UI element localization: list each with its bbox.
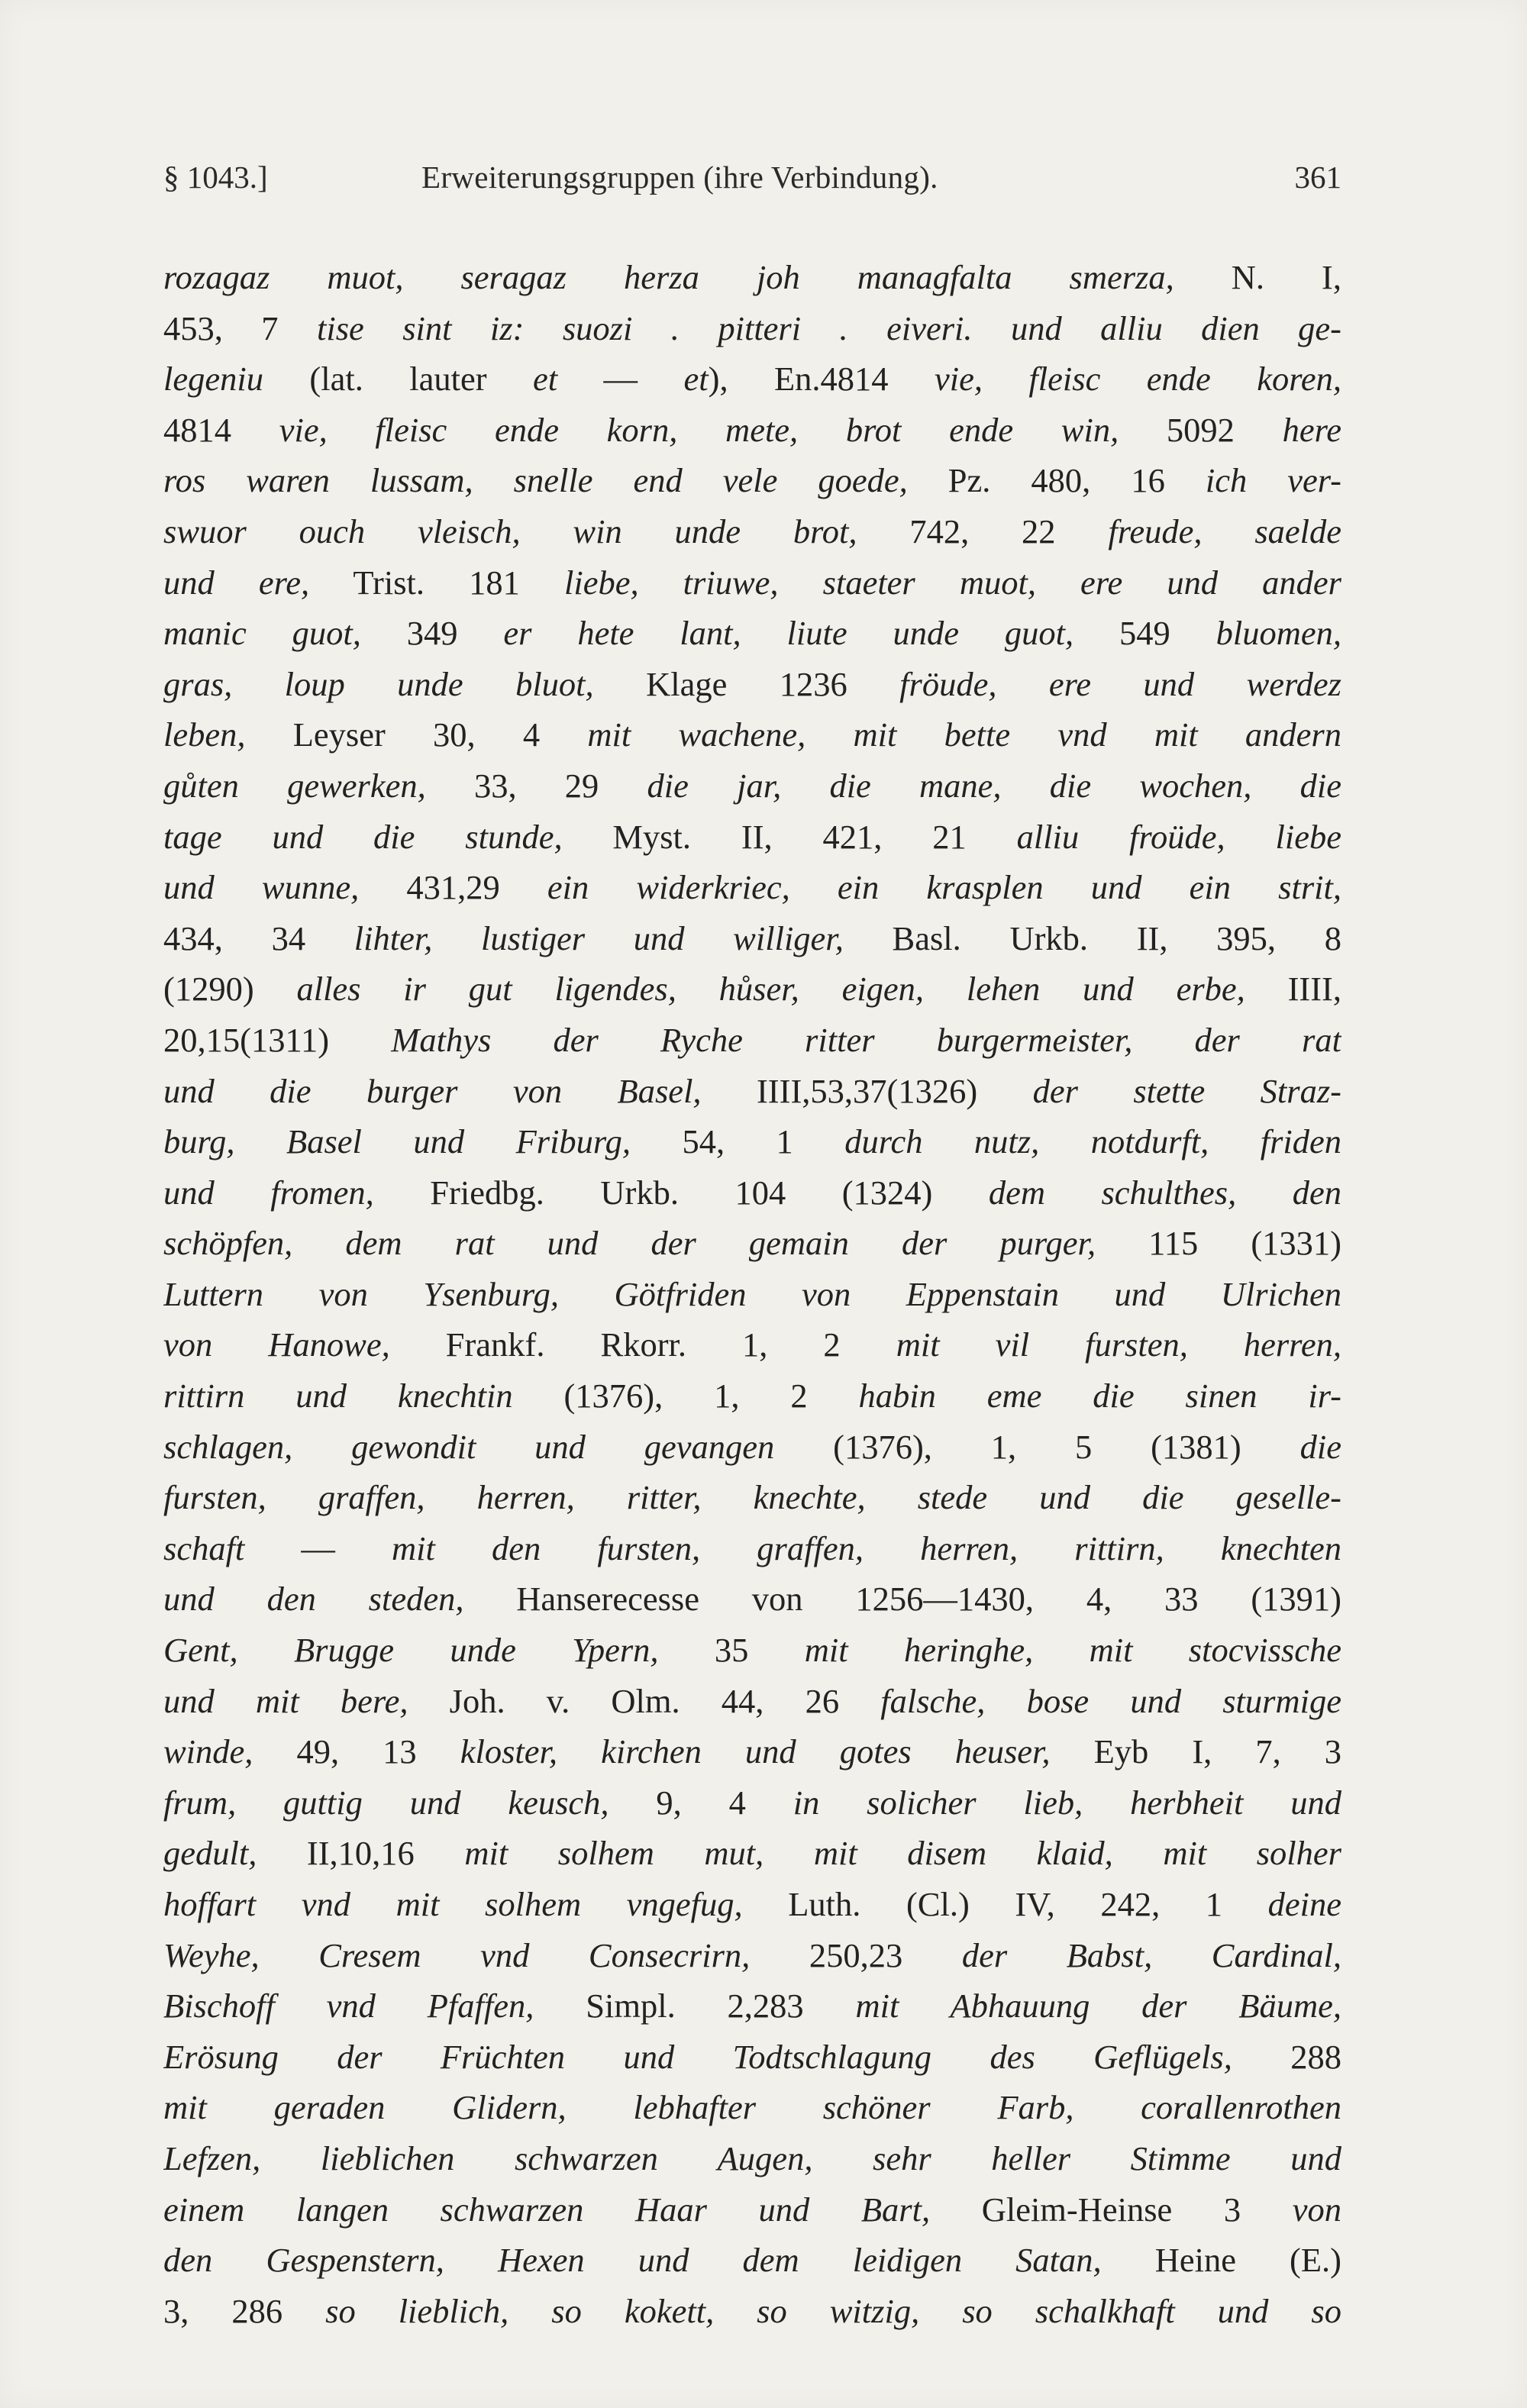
italic-quote: den Gespenstern, Hexen und dem leidigen Satan,: [163, 2241, 1102, 2280]
citation-text: Eyb I, 7, 3: [1050, 1732, 1341, 1771]
citation-text: Klage 1236: [593, 664, 900, 703]
citation-text: (1376), 1, 2: [512, 1377, 859, 1415]
italic-quote: et: [683, 360, 709, 399]
italic-quote: mit solhem mut, mit disem klaid, mit solher: [464, 1834, 1341, 1873]
italic-quote: fröude, ere und werdez: [899, 664, 1341, 703]
text-line: [163, 1422, 1341, 1473]
citation-text: 115 (1331): [1096, 1224, 1341, 1263]
running-title: Erweiterungsgruppen (ihre Verbindung).: [421, 160, 938, 195]
text-line: [163, 1930, 1341, 1981]
citation-text: Friedbg. Urkb. 104 (1324): [373, 1173, 989, 1212]
italic-quote: gůten gewerken,: [163, 766, 426, 805]
citation-text: Trist. 181: [309, 563, 564, 602]
citation-text: Myst. II, 421, 21: [562, 817, 1017, 856]
citation-text: 20,15(1311): [163, 1020, 392, 1059]
italic-quote: Gent, Brugge unde Ypern,: [163, 1631, 659, 1670]
text-line: [163, 2286, 1341, 2337]
italic-quote: in solicher lieb, herbheit und: [793, 1783, 1341, 1822]
text-line: [163, 862, 1341, 913]
text-line: [163, 812, 1341, 863]
citation-text: II,10,16: [257, 1834, 465, 1873]
citation-text: 742, 22: [857, 512, 1109, 550]
text-line: [163, 455, 1341, 506]
italic-quote: mit wachene, mit bette vnd mit andern: [587, 715, 1341, 754]
italic-quote: frum, guttig und keusch,: [163, 1783, 609, 1822]
italic-quote: lihter, lustiger und williger,: [354, 918, 844, 957]
italic-quote: Luttern von Ysenburg, Götfriden von Eppenstain und Ulrichen: [163, 1274, 1341, 1313]
citation-text: 49, 13: [253, 1732, 460, 1771]
italic-quote: Mathys der Ryche ritter burgermeister, der rat: [391, 1020, 1341, 1059]
citation-text: 33, 29: [425, 766, 647, 805]
text-line: [163, 1574, 1341, 1625]
italic-quote: und wunne,: [163, 868, 360, 907]
italic-quote: die jar, die mane, die wochen, die: [647, 766, 1341, 805]
citation-text: 431,29: [359, 868, 547, 907]
italic-quote: alles ir gut ligendes, hůser, eigen, lehen und erbe,: [296, 970, 1245, 1009]
text-line: [163, 2082, 1341, 2133]
italic-quote: alliu froüde, liebe: [1016, 817, 1341, 856]
text-line: [163, 1625, 1341, 1676]
running-header: [163, 159, 1341, 205]
italic-quote: mit heringhe, mit stocvissche: [804, 1631, 1341, 1670]
citation-text: Gleim-Heinse 3: [930, 2190, 1293, 2229]
text-line: [163, 1269, 1341, 1320]
citation-text: 434, 34: [163, 918, 354, 957]
text-line: [163, 303, 1341, 354]
citation-text: Heine (E.): [1101, 2241, 1341, 2280]
italic-quote: ros waren lussam, snelle end vele goede,: [163, 461, 908, 500]
citation-text: (1376), 1, 5 (1381): [774, 1427, 1300, 1466]
text-line: [163, 964, 1341, 1015]
italic-quote: kloster, kirchen und gotes heuser,: [460, 1732, 1051, 1771]
italic-quote: manic guot,: [163, 614, 361, 653]
italic-quote: durch nutz, notdurft, friden: [844, 1122, 1341, 1161]
citation-text: Hanserecesse von 1256—1430, 4, 33 (1391): [463, 1580, 1341, 1619]
text-line: [163, 913, 1341, 964]
italic-quote: mit vil fursten, herren,: [896, 1325, 1341, 1364]
text-line: [163, 1879, 1341, 1930]
text-line: [163, 252, 1341, 303]
citation-text: 453, 7: [163, 308, 317, 347]
italic-quote: mit geraden Glidern, lebhafter schöner Farb, corallenrothen: [163, 2088, 1341, 2127]
text-line: [163, 1015, 1341, 1066]
italic-quote: et: [533, 360, 558, 399]
italic-quote: gedult,: [163, 1834, 257, 1873]
italic-quote: und mit bere,: [163, 1681, 408, 1720]
italic-quote: tage und die stunde,: [163, 817, 563, 856]
italic-quote: liebe, triuwe, staeter muot, ere und ander: [563, 563, 1341, 602]
italic-quote: er hete lant, liute unde guot,: [503, 614, 1074, 653]
italic-quote: Bischoff vnd Pfaffen,: [163, 1987, 534, 2025]
text-line: [163, 1676, 1341, 1727]
citation-text: Pz. 480, 16: [907, 461, 1206, 500]
citation-text: Leyser 30, 4: [245, 715, 588, 754]
citation-text: 35: [658, 1631, 805, 1670]
italic-quote: und die burger von Basel,: [163, 1071, 702, 1110]
text-line: [163, 659, 1341, 710]
italic-quote: leben,: [163, 715, 246, 754]
citation-text: IIII,: [1245, 970, 1341, 1009]
text-line: [163, 709, 1341, 760]
citation-text: 288: [1232, 2037, 1341, 2076]
text-line: [163, 1370, 1341, 1422]
text-line: [163, 1828, 1341, 1879]
text-line: [163, 405, 1341, 456]
italic-quote: Erösung der Früchten und Todtschlagung des Geflügels,: [163, 2037, 1232, 2076]
italic-quote: und ere,: [163, 563, 310, 602]
citation-text: (1290): [163, 970, 297, 1009]
italic-quote: so lieblich, so kokett, so witzig, so schalkhaft und so: [325, 2291, 1341, 2330]
italic-quote: habin eme die sinen ir-: [858, 1377, 1341, 1415]
citation-text: Luth. (Cl.) IV, 242, 1: [742, 1885, 1268, 1923]
italic-quote: tise sint iz: suozi . pitteri . eiveri. und alliu dien ge-: [316, 308, 1341, 347]
citation-text: N. I,: [1173, 258, 1341, 296]
citation-text: IIII,53,37(1326): [701, 1071, 1033, 1110]
text-line: [163, 506, 1341, 557]
citation-text: (lat. lauter: [263, 360, 533, 399]
text-line: [163, 2032, 1341, 2083]
italic-quote: legeniu: [163, 360, 263, 399]
text-line: [163, 353, 1341, 405]
citation-text: —: [557, 360, 684, 399]
italic-quote: mit den fursten, graffen, herren, rittirn, knechten: [392, 1528, 1341, 1567]
italic-quote: mit Abhauung der Bäume,: [855, 1987, 1341, 2025]
italic-quote: swuor ouch vleisch, win unde brot,: [163, 512, 857, 550]
text-line: [163, 2184, 1341, 2235]
italic-quote: und den steden,: [163, 1580, 464, 1619]
italic-quote: Lefzen, lieblichen schwarzen Augen, sehr heller Stimme und: [163, 2138, 1341, 2177]
italic-quote: von Hanowe,: [163, 1325, 390, 1364]
citation-text: ), En.4814: [708, 360, 935, 399]
italic-quote: vie, fleisc ende koren,: [935, 360, 1341, 399]
page-number: 361: [1294, 160, 1341, 195]
italic-quote: die: [1299, 1427, 1341, 1466]
text-line: [163, 1980, 1341, 2032]
text-line: [163, 1726, 1341, 1777]
citation-text: 9, 4: [609, 1783, 793, 1822]
citation-text: 4814: [163, 410, 279, 449]
section-reference: § 1043.]: [163, 160, 268, 195]
text-line: [163, 1066, 1341, 1117]
citation-text: 250,23: [750, 1935, 962, 1974]
text-line: [163, 557, 1341, 608]
citation-text: 349: [360, 614, 504, 653]
citation-text: 549: [1073, 614, 1216, 653]
italic-quote: rozagaz muot, seragaz herza joh managfalta smerza,: [163, 258, 1174, 296]
text-line: [163, 608, 1341, 659]
italic-quote: schöpfen, dem rat und der gemain der purger,: [163, 1224, 1096, 1263]
italic-quote: ein widerkriec, ein krasplen und ein strit,: [547, 868, 1341, 907]
italic-quote: der stette Straz-: [1032, 1071, 1341, 1110]
italic-quote: winde,: [163, 1732, 253, 1771]
italic-quote: rittirn und knechtin: [163, 1377, 513, 1415]
citation-text: Frankf. Rkorr. 1, 2: [389, 1325, 896, 1364]
italic-quote: einem langen schwarzen Haar und Bart,: [163, 2190, 931, 2229]
italic-quote: ich ver-: [1205, 461, 1341, 500]
italic-quote: von: [1292, 2190, 1341, 2229]
text-line: [163, 1319, 1341, 1370]
italic-quote: fursten, graffen, herren, ritter, knechte, stede und die geselle-: [163, 1478, 1341, 1517]
italic-quote: dem schulthes, den: [988, 1173, 1341, 1212]
italic-quote: here: [1282, 410, 1341, 449]
citation-text: 5092: [1119, 410, 1283, 449]
italic-quote: und fromen,: [163, 1173, 374, 1212]
text-line: [163, 1472, 1341, 1523]
text-line: [163, 760, 1341, 812]
citation-text: 54, 1: [630, 1122, 845, 1161]
italic-quote: freude, saelde: [1108, 512, 1341, 550]
citation-text: Joh. v. Olm. 44, 26: [408, 1681, 881, 1720]
text-line: [163, 1777, 1341, 1829]
italic-quote: deine: [1267, 1885, 1341, 1923]
text-line: [163, 1167, 1341, 1219]
body-text: [163, 252, 1341, 2336]
italic-quote: der Babst, Cardinal,: [961, 1935, 1341, 1974]
italic-quote: schlagen, gewondit und gevangen: [163, 1427, 775, 1466]
citation-text: 3, 286: [163, 2291, 326, 2330]
italic-quote: falsche, bose und sturmige: [880, 1681, 1341, 1720]
text-line: [163, 2235, 1341, 2286]
italic-quote: hoffart vnd mit solhem vngefug,: [163, 1885, 743, 1923]
text-line: [163, 1218, 1341, 1269]
italic-quote: gras, loup unde bluot,: [163, 664, 594, 703]
italic-quote: vie, fleisc ende korn, mete, brot ende win,: [279, 410, 1119, 449]
italic-quote: bluomen,: [1215, 614, 1341, 653]
citation-text: —: [244, 1528, 392, 1567]
citation-text: Simpl. 2,283: [534, 1987, 856, 2025]
text-line: [163, 1523, 1341, 1574]
text-line: [163, 1116, 1341, 1167]
citation-text: Basl. Urkb. II, 395, 8: [843, 918, 1341, 957]
italic-quote: burg, Basel und Friburg,: [163, 1122, 631, 1161]
italic-quote: schaft: [163, 1528, 245, 1567]
italic-quote: Weyhe, Cresem vnd Consecrirn,: [163, 1935, 751, 1974]
text-line: [163, 2133, 1341, 2184]
